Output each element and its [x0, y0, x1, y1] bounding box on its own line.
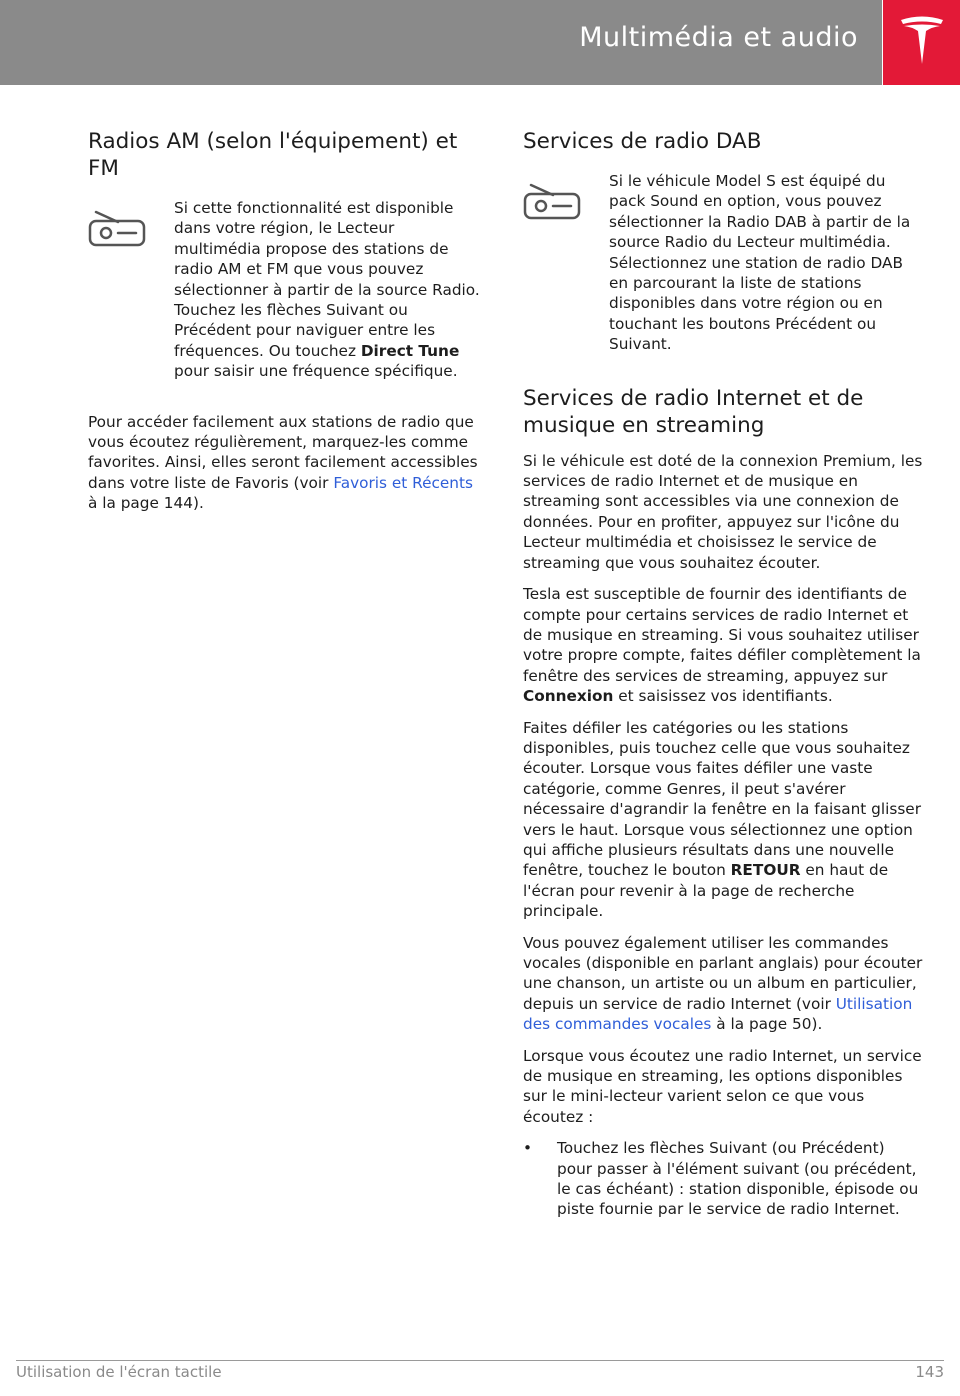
paragraph-text: en haut de l'écran pour revenir à la page de recherche principale.	[523, 861, 889, 921]
section-heading-internet-radio: Services de radio Internet et de musique en streaming	[523, 385, 864, 438]
retour-label: RETOUR	[730, 861, 801, 880]
am-fm-intro-block	[88, 198, 480, 382]
internet-radio-paragraph-1: Si le véhicule est doté de la connexion Premium, les services de radio Internet et de musique en streaming sont accessibles via une connexion de données. Pour en profiter, appuyez sur l'icône du Lecteur multimédia et choisissez le service de streaming que vous souhaitez écouter.	[523, 451, 923, 572]
am-fm-intro-part: Si cette fonctionnalité est disponible dans votre région, le Lecteur multimédia propose des stations de radio AM et FM que vous pouvez sélectionner à partir de la source Radio. Touchez les flèches Suivant ou Précédent pour naviguer entre les fréquences. Ou touchez	[174, 199, 480, 360]
favorites-text: à la page 144).	[88, 494, 204, 513]
paragraph-text: Vous pouvez également utiliser les commandes vocales (disponible en parlant anglais) pour écouter une chanson, un artiste ou un album en particulier, depuis un service de radio Internet (voir	[523, 933, 923, 1013]
header-title: Multimédia et audio	[579, 22, 858, 53]
am-fm-intro-text	[174, 198, 480, 382]
dab-block	[523, 171, 923, 355]
favorites-paragraph	[88, 412, 480, 514]
page-header	[0, 0, 882, 85]
footer-section-title: Utilisation de l'écran tactile	[16, 1363, 222, 1381]
radio-icon	[88, 208, 146, 248]
list-item	[523, 1138, 923, 1220]
internet-radio-paragraph-2	[523, 584, 923, 706]
left-column	[88, 128, 480, 525]
internet-radio-paragraph-3	[523, 718, 923, 922]
paragraph-text: Tesla est susceptible de fournir des identifiants de compte pour certains services de radio Internet et de musique en streaming. Si vous souhaitez utiliser votre propre compte, faites défiler complètement la fenêtre des services de streaming, appuyez sur	[523, 585, 921, 685]
favorites-link[interactable]: Favoris et Récents	[333, 473, 473, 492]
internet-radio-paragraph-4	[523, 933, 923, 1035]
voice-commands-link[interactable]: Utilisation des commandes vocales	[523, 994, 913, 1034]
paragraph-text: à la page 50).	[711, 1015, 823, 1034]
am-fm-intro-part: pour saisir une fréquence spécifique.	[174, 362, 458, 381]
paragraph-text: Faites défiler les catégories ou les stations disponibles, puis touchez celle que vous souhaitez écouter. Lorsque vous faites défiler une vaste catégorie, comme Genres, il peut s'avérer nécessaire d'agrandir la fenêtre en la faisant glisser vers le haut. Lorsque vous sélectionnez une option qui affiche plusieurs résultats dans une nouvelle fenêtre, touchez le bouton	[523, 718, 922, 880]
dab-text: Si le véhicule Model S est équipé du pack Sound en option, vous pouvez sélectionner la Radio DAB à partir de la source Radio du Lecteur multimédia. Sélectionnez une station de radio DAB en parcourant la liste de stations disponibles dans votre région ou en touchant les boutons Précédent ou Suivant.	[609, 172, 911, 354]
list-item-text: Touchez les flèches Suivant (ou Précédent) pour passer à l'élément suivant (ou précédent, le cas échéant) : station disponible, épisode ou piste fournie par le service de radio Internet.	[557, 1139, 919, 1219]
right-column	[523, 128, 923, 1220]
favorites-text: Pour accéder facilement aux stations de radio que vous écoutez régulièrement, marquez-les comme favorites. Ainsi, elles seront facilement accessibles dans votre liste de Favoris (voir	[88, 412, 478, 492]
connexion-label: Connexion	[523, 687, 614, 706]
paragraph-text: et saisissez vos identifiants.	[613, 687, 833, 706]
radio-icon	[523, 181, 581, 221]
brand-logo-box	[883, 0, 960, 85]
internet-radio-paragraph-5: Lorsque vous écoutez une radio Internet, un service de musique en streaming, les options disponibles sur le mini-lecteur varient selon ce que vous écoutez :	[523, 1046, 922, 1126]
direct-tune-label: Direct Tune	[360, 341, 460, 360]
section-heading-dab: Services de radio DAB	[523, 129, 762, 154]
bullet-icon: •	[523, 1139, 533, 1158]
footer-page-number: 143	[915, 1363, 944, 1381]
tesla-logo-icon	[899, 14, 945, 68]
section-heading-am-fm: Radios AM (selon l'équipement) et FM	[88, 129, 458, 181]
footer-divider	[16, 1360, 944, 1361]
